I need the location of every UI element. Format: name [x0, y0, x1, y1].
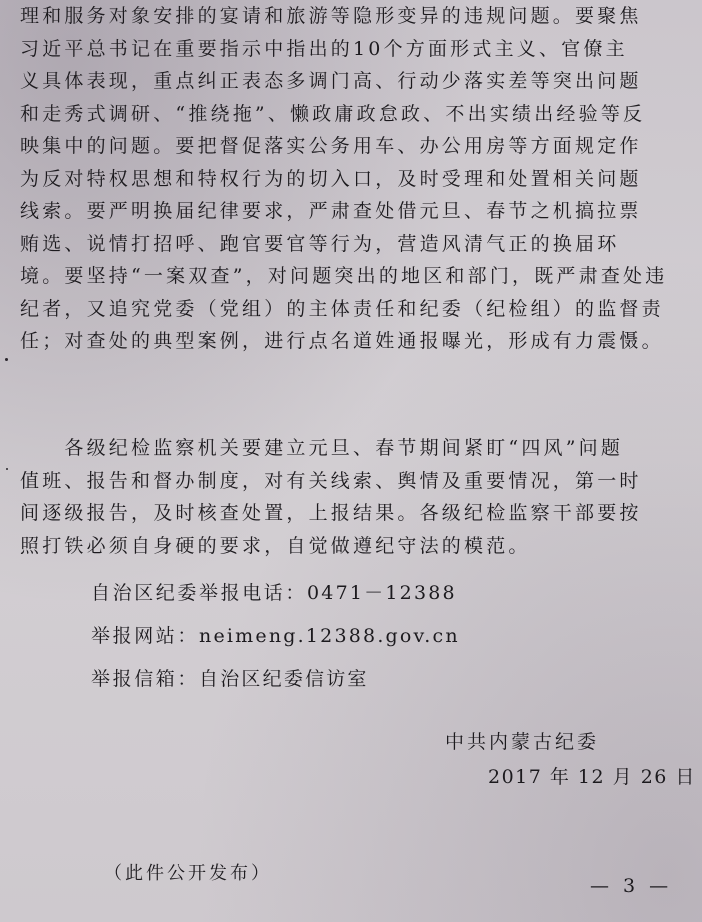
body-line: 各级纪检监察机关要建立元旦、春节期间紧盯“四风”问题	[20, 437, 624, 459]
report-phone	[91, 578, 457, 605]
body-line: 境。要坚持“一案双查”，对问题突出的地区和部门，既严肃查处违	[20, 265, 668, 287]
body-paragraph-2	[20, 432, 692, 562]
page-number: — 3 —	[590, 875, 673, 897]
signature-organization: 中共内蒙古纪委	[445, 731, 600, 753]
body-line: 任；对查处的典型案例，进行点名道姓通报曝光，形成有力震慑。	[20, 330, 664, 352]
body-line: 和走秀式调研、“推绕拖”、懒政庸政怠政、不出实绩出经验等反	[20, 102, 646, 125]
signature-date: 2017 年 12 月 26 日	[488, 766, 696, 788]
body-line: 义具体表现，重点纠正表态多调门高、行动少落实差等突出问题	[20, 70, 642, 92]
body-line: 习近平总书记在重要指示中指出的10个方面形式主义、官僚主	[20, 37, 628, 60]
body-line: 映集中的问题。要把督促落实公务用车、办公用房等方面规定作	[20, 135, 642, 157]
body-paragraph-1	[20, 0, 692, 358]
scan-speck	[6, 468, 8, 470]
report-mailbox-value: 自治区纪委信访室	[199, 668, 369, 690]
body-line: 贿选、说情打招呼、跑官要官等行为，营造风清气正的换届环	[20, 232, 620, 255]
release-note: （此件公开发布）	[104, 863, 272, 884]
body-line: 理和服务对象安排的宴请和旅游等隐形变异的违规问题。要聚焦	[20, 5, 642, 27]
body-line: 线索。要严明换届纪律要求，严肃查处借元旦、春节之机搞拉票	[20, 200, 642, 222]
report-website-value: neimeng.12388.gov.cn	[199, 625, 460, 647]
report-phone-value: 0471－12388	[307, 582, 457, 604]
body-line: 值班、报告和督办制度，对有关线索、舆情及重要情况，第一时	[20, 469, 642, 492]
report-website	[91, 621, 460, 648]
report-website-label: 举报网站：	[91, 625, 200, 647]
body-line: 纪者，又追究党委（党组）的主体责任和纪委（纪检组）的监督责	[20, 297, 664, 320]
body-line: 间逐级报告，及时核查处置，上报结果。各级纪检监察干部要按	[20, 502, 642, 524]
scan-speck	[5, 358, 8, 361]
report-phone-label: 自治区纪委举报电话：	[91, 582, 308, 604]
body-line: 为反对特权思想和特权行为的切入口，及时受理和处置相关问题	[20, 167, 642, 190]
report-mailbox-label: 举报信箱：	[91, 668, 200, 690]
body-line: 照打铁必须自身硬的要求，自觉做遵纪守法的模范。	[20, 534, 531, 557]
report-mailbox	[91, 664, 369, 691]
